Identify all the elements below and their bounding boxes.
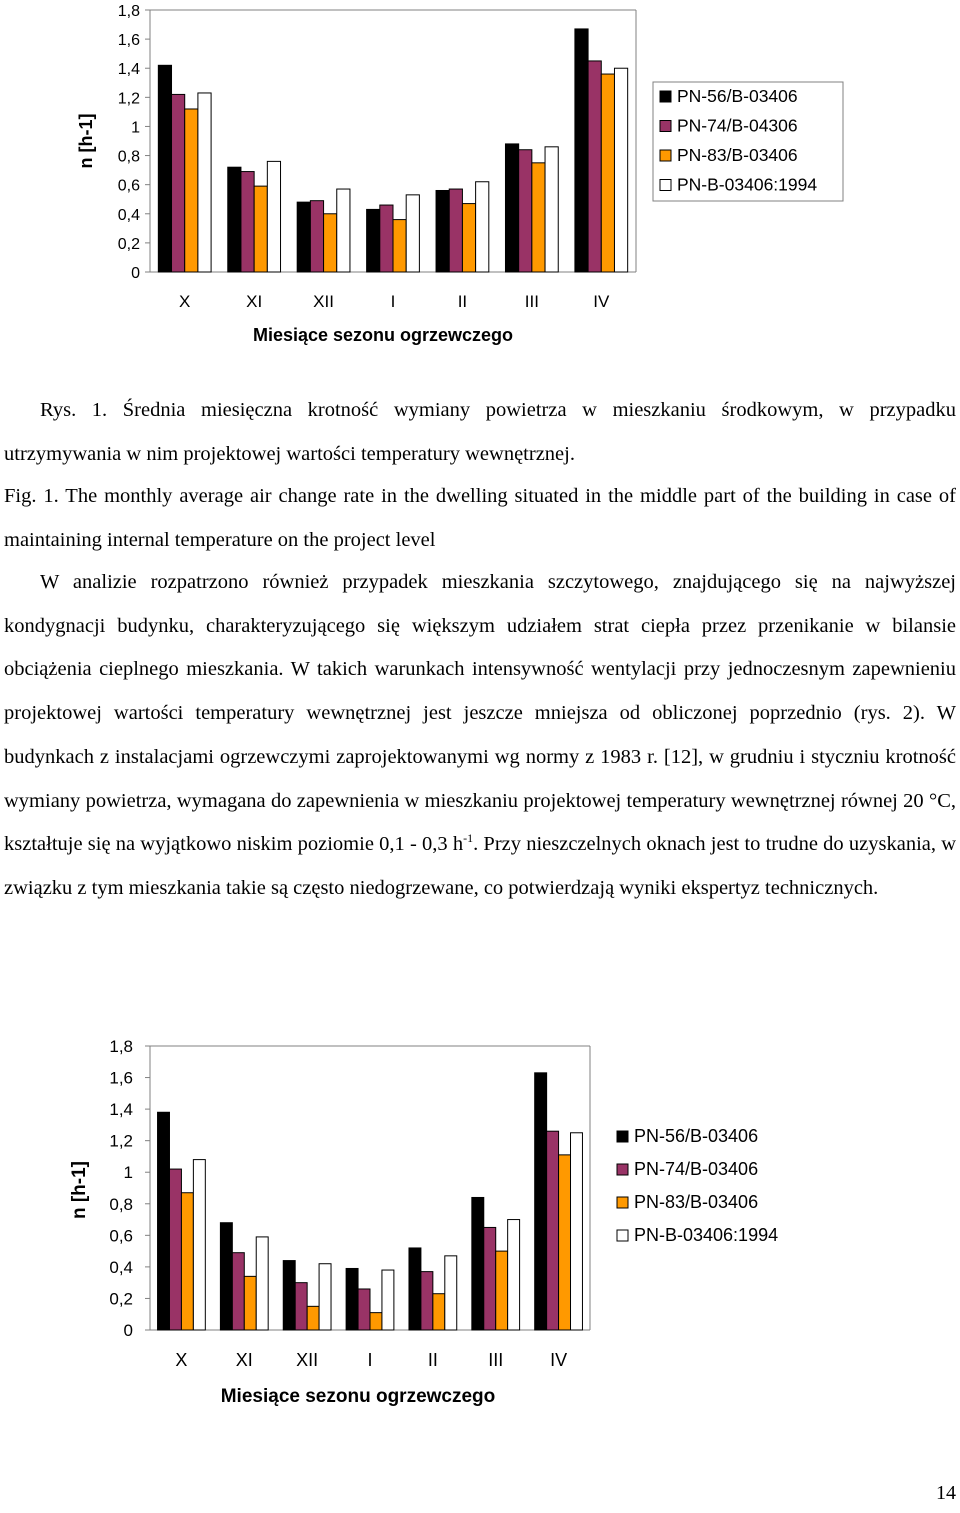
legend-label: PN-83/B-03406 [677, 145, 798, 165]
bar-PN-74/B-04306 [380, 205, 393, 272]
x-axis-label: Miesiące sezonu ogrzewczego [252, 325, 514, 345]
bar-PN-56/B-03406 [158, 1112, 170, 1330]
x-tick-label: I [367, 1350, 373, 1370]
y-tick-label: 1,4 [117, 61, 140, 79]
bar-PN-B-03406:1994 [198, 93, 211, 272]
x-tick-label: IV [593, 292, 610, 311]
x-tick-label: III [488, 1350, 504, 1370]
bar-PN-74/B-03406 [421, 1272, 433, 1330]
legend-swatch [660, 121, 671, 132]
y-tick-label: 1,8 [109, 1037, 133, 1056]
bar-PN-B-03406:1994 [545, 147, 558, 272]
bar-PN-B-03406:1994 [193, 1160, 205, 1330]
bar-PN-83/B-03406 [433, 1294, 445, 1330]
legend-label: PN-74/B-04306 [677, 115, 798, 136]
bar-PN-56/B-03406 [228, 167, 241, 272]
bar-PN-56/B-03406 [297, 202, 310, 272]
y-tick-label: 0,2 [109, 1289, 133, 1309]
bar-PN-74/B-03406 [484, 1227, 496, 1330]
legend-label: PN-83/B-03406 [634, 1192, 759, 1212]
bar-PN-83/B-03406 [324, 214, 337, 272]
y-tick-label: 1,8 [117, 3, 140, 20]
y-axis-label: n [h-1] [76, 113, 96, 169]
bar-PN-83/B-03406 [370, 1313, 382, 1330]
bar-PN-74/B-03406 [358, 1289, 370, 1330]
legend-swatch [660, 91, 671, 102]
legend-swatch [617, 1164, 628, 1175]
bar-PN-83/B-03406 [532, 163, 545, 272]
y-tick-label: 1,2 [117, 90, 140, 108]
y-tick-label: 0,2 [117, 235, 140, 253]
y-tick-label: 1 [123, 1163, 133, 1183]
bar-PN-B-03406:1994 [406, 195, 419, 272]
x-tick-label: X [179, 292, 191, 311]
body-paragraph [4, 561, 956, 911]
bar-PN-B-03406:1994 [319, 1264, 331, 1330]
y-tick-label: 0,4 [109, 1257, 133, 1277]
bar-PN-56/B-03406 [220, 1223, 232, 1330]
legend-swatch [660, 180, 671, 191]
bar-PN-56/B-03406 [158, 65, 171, 272]
legend-swatch [617, 1230, 628, 1241]
bar-PN-83/B-03406 [462, 204, 475, 272]
legend-swatch [660, 150, 671, 161]
bar-PN-B-03406:1994 [256, 1237, 268, 1330]
bar-PN-74/B-04306 [519, 150, 532, 272]
bar-PN-83/B-03406 [601, 74, 614, 272]
x-tick-label: IV [550, 1350, 568, 1370]
chart-1 [0, 0, 960, 360]
bar-PN-74/B-03406 [295, 1283, 307, 1330]
bar-PN-74/B-03406 [232, 1253, 244, 1330]
legend-label: PN-56/B-03406 [677, 86, 798, 106]
y-axis-label: n [h-1] [69, 1160, 90, 1220]
y-tick-label: 0 [131, 265, 140, 282]
x-tick-label: XII [313, 292, 334, 311]
x-axis-label: Miesiące sezonu ogrzewczego [220, 1386, 496, 1407]
body-text-part2: . Przy nieszczelnych oknach jest to trudne do uzyskania, w związku z tym mieszkania takie są często niedogrzewane, co potwierdzają wyniki ekspertyz technicznych. [4, 833, 956, 899]
y-tick-label: 0,4 [117, 206, 140, 224]
x-tick-label: III [524, 292, 539, 311]
x-tick-label: II [427, 1350, 438, 1370]
bar-PN-74/B-04306 [588, 61, 601, 272]
y-tick-label: 0,8 [117, 148, 140, 166]
bar-PN-B-03406:1994 [476, 182, 489, 272]
legend-label: PN-74/B-03406 [634, 1159, 759, 1179]
bar-PN-74/B-03406 [169, 1169, 181, 1330]
bar-PN-56/B-03406 [472, 1197, 484, 1330]
legend-label: PN-B-03406:1994 [634, 1225, 779, 1245]
bar-PN-B-03406:1994 [508, 1220, 520, 1330]
bar-PN-74/B-04306 [172, 94, 185, 272]
figure-caption-english: Fig. 1. The monthly average air change rate in the dwelling situated in the middle part of the building in case of maintaining internal temperature on the project level [4, 485, 956, 551]
y-tick-label: 0 [123, 1321, 133, 1340]
page-number: 14 [936, 1482, 956, 1504]
chart-1-svg [0, 0, 960, 360]
x-tick-label: XII [296, 1350, 319, 1370]
bar-PN-83/B-03406 [559, 1155, 571, 1330]
body-text-part1: W analizie rozpatrzono również przypadek mieszkania szczytowego, znajdującego się na najwyższej kondygnacji budynku, charakteryzującego się większym udziałem strat ciepła przez przenikanie w bilansie obciążenia cieplnego mieszkania. W takich warunkach intensywność wentylacji przy jednoczesnym zapewnieniu projektowej wartości temperatury wewnętrznej jest jeszcze mniejsza od obliczonej poprzednio (rys. 2). W budynkach z instalacjami ogrzewczymi zaprojektowanymi wg normy z 1983 r. [12], w grudniu i styczniu krotność wymiany powietrza, wymagana do zapewnienia w mieszkaniu projektowej temperatury wewnętrznej równej 20 °C, kształtuje się na wyjątkowo niskim poziomie 0,1 - 0,3 h [4, 571, 956, 856]
bar-PN-56/B-03406 [409, 1248, 421, 1330]
bar-PN-B-03406:1994 [614, 68, 627, 272]
x-tick-label: XI [235, 1350, 253, 1370]
y-tick-label: 1,2 [109, 1131, 133, 1151]
bar-PN-B-03406:1994 [267, 161, 280, 272]
bar-PN-56/B-03406 [535, 1073, 547, 1330]
bar-PN-74/B-04306 [241, 172, 254, 272]
y-tick-label: 1,4 [109, 1100, 133, 1120]
y-tick-label: 0,8 [109, 1194, 133, 1214]
bar-PN-56/B-03406 [505, 144, 518, 272]
bar-PN-83/B-03406 [181, 1193, 193, 1330]
chart-2-svg [0, 1020, 960, 1420]
body-superscript: -1 [463, 831, 474, 846]
y-tick-label: 0,6 [117, 177, 140, 195]
bar-PN-56/B-03406 [436, 190, 449, 272]
bar-PN-56/B-03406 [283, 1261, 295, 1330]
bar-PN-B-03406:1994 [337, 189, 350, 272]
x-tick-label: X [175, 1350, 188, 1370]
bar-PN-B-03406:1994 [571, 1133, 583, 1330]
bar-PN-56/B-03406 [575, 29, 588, 272]
bar-PN-83/B-03406 [496, 1251, 508, 1330]
y-tick-label: 1,6 [109, 1068, 133, 1088]
legend-label: PN-56/B-03406 [634, 1126, 759, 1146]
bar-PN-83/B-03406 [254, 186, 267, 272]
legend-swatch [617, 1197, 628, 1208]
bar-PN-83/B-03406 [307, 1306, 319, 1330]
bar-PN-74/B-04306 [310, 201, 323, 272]
x-tick-label: II [457, 292, 468, 311]
x-tick-label: XI [246, 292, 263, 311]
chart-2 [0, 1020, 960, 1420]
legend-swatch [617, 1131, 628, 1142]
y-tick-label: 1 [131, 119, 140, 137]
y-tick-label: 0,6 [109, 1226, 133, 1246]
bar-PN-56/B-03406 [367, 209, 380, 272]
y-tick-label: 1,6 [117, 32, 140, 50]
bar-PN-83/B-03406 [393, 220, 406, 272]
bar-PN-B-03406:1994 [382, 1270, 394, 1330]
bar-PN-56/B-03406 [346, 1268, 358, 1330]
x-tick-label: I [390, 292, 396, 311]
bar-PN-83/B-03406 [185, 109, 198, 272]
bar-PN-74/B-03406 [547, 1131, 559, 1330]
bar-PN-B-03406:1994 [445, 1256, 457, 1330]
bar-PN-83/B-03406 [244, 1276, 256, 1330]
figure-caption-polish: Rys. 1. Średnia miesięczna krotność wymiany powietrza w mieszkaniu środkowym, w przypadku utrzymywania w nim projektowej wartości temperatury wewnętrznej. [4, 399, 956, 465]
legend-label: PN-B-03406:1994 [677, 174, 818, 195]
bar-PN-74/B-04306 [449, 189, 462, 272]
